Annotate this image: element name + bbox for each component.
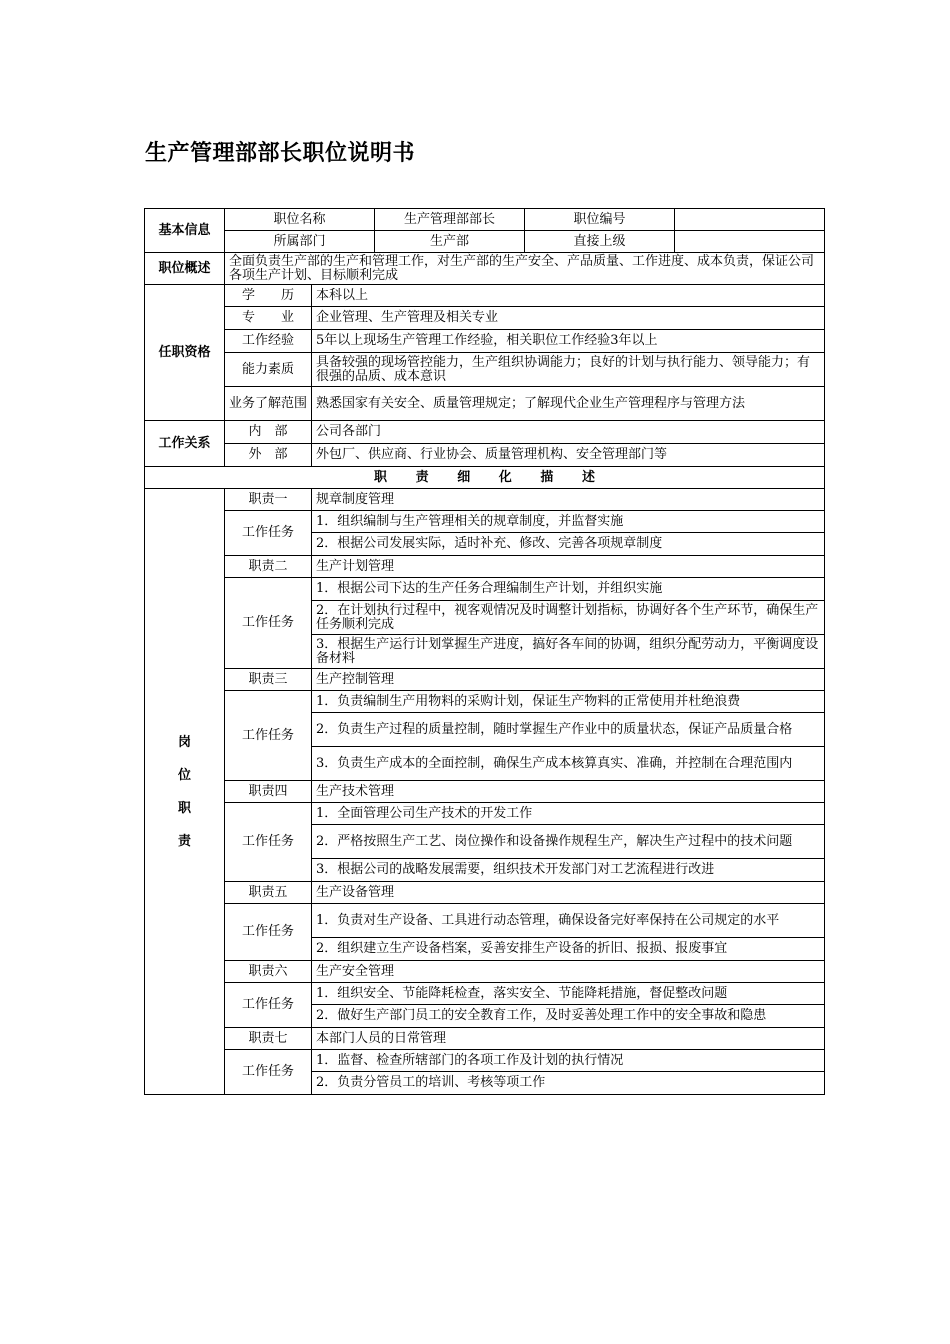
task-item: 1．全面管理公司生产技术的开发工作 <box>312 803 825 825</box>
task-label: 工作任务 <box>225 983 312 1028</box>
position-code-label: 职位编号 <box>525 209 675 231</box>
task-label: 工作任务 <box>225 691 312 781</box>
relations-label: 工作关系 <box>145 421 225 467</box>
duties-side-char: 职 <box>177 800 191 816</box>
page-title: 生产管理部部长职位说明书 <box>145 141 416 166</box>
duty-name: 职责二 <box>225 556 312 578</box>
duties-banner <box>145 467 825 489</box>
qualification-key: 业务了解范围 <box>225 387 312 421</box>
task-label: 工作任务 <box>225 803 312 882</box>
relation-key: 内 部 <box>225 421 312 444</box>
duty-title: 生产安全管理 <box>312 961 825 983</box>
qualification-value: 本科以上 <box>312 285 825 307</box>
basic-info-label: 基本信息 <box>145 209 225 253</box>
duty-name: 职责一 <box>225 489 312 511</box>
duties-side-label <box>145 489 225 1095</box>
task-item: 2．在计划执行过程中，视客观情况及时调整计划指标，协调好各个生产环节，确保生产任务顺利完成 <box>312 601 825 635</box>
task-item: 2．负责生产过程的质量控制，随时掌握生产作业中的质量状态，保证产品质量合格 <box>312 713 825 747</box>
supervisor-label: 直接上级 <box>525 231 675 253</box>
qualification-key: 能力素质 <box>225 353 312 387</box>
overview-text: 全面负责生产部的生产和管理工作，对生产部的生产安全、产品质量、工作进度、成本负责，保证公司各项生产计划、目标顺利完成 <box>225 253 825 285</box>
duty-name: 职责六 <box>225 961 312 983</box>
qualification-value: 熟悉国家有关安全、质量管理规定；了解现代企业生产管理程序与管理方法 <box>312 387 825 421</box>
task-label: 工作任务 <box>225 1050 312 1095</box>
task-item: 2．做好生产部门员工的安全教育工作，及时妥善处理工作中的安全事故和隐患 <box>312 1005 825 1028</box>
relation-value: 公司各部门 <box>312 421 825 444</box>
qualifications-label: 任职资格 <box>145 285 225 421</box>
task-item: 2．根据公司发展实际，适时补充、修改、完善各项规章制度 <box>312 533 825 556</box>
task-item: 2．负责分管员工的培训、考核等项工作 <box>312 1072 825 1095</box>
duty-title: 本部门人员的日常管理 <box>312 1028 825 1050</box>
department-label: 所属部门 <box>225 231 375 253</box>
position-name-value: 生产管理部部长 <box>375 209 525 231</box>
duties-side-char: 岗 <box>177 734 191 750</box>
qualification-value: 5年以上现场生产管理工作经验，相关职位工作经验3年以上 <box>312 330 825 353</box>
duty-title: 规章制度管理 <box>312 489 825 511</box>
duty-title: 生产计划管理 <box>312 556 825 578</box>
overview-label: 职位概述 <box>145 253 225 285</box>
duty-title: 生产设备管理 <box>312 882 825 904</box>
task-label: 工作任务 <box>225 578 312 669</box>
task-item: 1．根据公司下达的生产任务合理编制生产计划，并组织实施 <box>312 578 825 601</box>
duty-title: 生产控制管理 <box>312 669 825 691</box>
task-item: 1．组织安全、节能降耗检查，落实安全、节能降耗措施，督促整改问题 <box>312 983 825 1005</box>
duty-name: 职责七 <box>225 1028 312 1050</box>
relation-key: 外 部 <box>225 444 312 467</box>
job-description-table <box>144 208 825 1095</box>
task-item: 1．负责对生产设备、工具进行动态管理，确保设备完好率保持在公司规定的水平 <box>312 904 825 938</box>
duties-side-char: 位 <box>177 767 191 783</box>
task-item: 1．负责编制生产用物料的采购计划，保证生产物料的正常使用并杜绝浪费 <box>312 691 825 713</box>
task-item: 1．监督、检查所辖部门的各项工作及计划的执行情况 <box>312 1050 825 1072</box>
duty-name: 职责三 <box>225 669 312 691</box>
qualification-key: 工作经验 <box>225 330 312 353</box>
task-item: 2．严格按照生产工艺、岗位操作和设备操作规程生产，解决生产过程中的技术问题 <box>312 825 825 859</box>
qualification-key: 专 业 <box>225 307 312 330</box>
qualification-value: 具备较强的现场管控能力，生产组织协调能力；良好的计划与执行能力、领导能力；有很强的品质、成本意识 <box>312 353 825 387</box>
supervisor-value <box>675 231 825 253</box>
task-item: 1．组织编制与生产管理相关的规章制度，并监督实施 <box>312 511 825 533</box>
relation-value: 外包厂、供应商、行业协会、质量管理机构、安全管理部门等 <box>312 444 825 467</box>
duty-name: 职责五 <box>225 882 312 904</box>
task-label: 工作任务 <box>225 511 312 556</box>
qualification-value: 企业管理、生产管理及相关专业 <box>312 307 825 330</box>
task-item: 3．根据公司的战略发展需要，组织技术开发部门对工艺流程进行改进 <box>312 859 825 882</box>
duty-name: 职责四 <box>225 781 312 803</box>
position-name-label: 职位名称 <box>225 209 375 231</box>
duties-side-char: 责 <box>177 833 191 849</box>
task-item: 3．根据生产运行计划掌握生产进度，搞好各车间的协调，组织分配劳动力，平衡调度设备材料 <box>312 635 825 669</box>
duties-banner-text: 职责细化描述 <box>374 469 624 485</box>
duty-title: 生产技术管理 <box>312 781 825 803</box>
task-label: 工作任务 <box>225 904 312 961</box>
task-item: 2．组织建立生产设备档案，妥善安排生产设备的折旧、报损、报废事宜 <box>312 938 825 961</box>
position-code-value <box>675 209 825 231</box>
qualification-key: 学 历 <box>225 285 312 307</box>
task-item: 3．负责生产成本的全面控制，确保生产成本核算真实、准确，并控制在合理范围内 <box>312 747 825 781</box>
department-value: 生产部 <box>375 231 525 253</box>
